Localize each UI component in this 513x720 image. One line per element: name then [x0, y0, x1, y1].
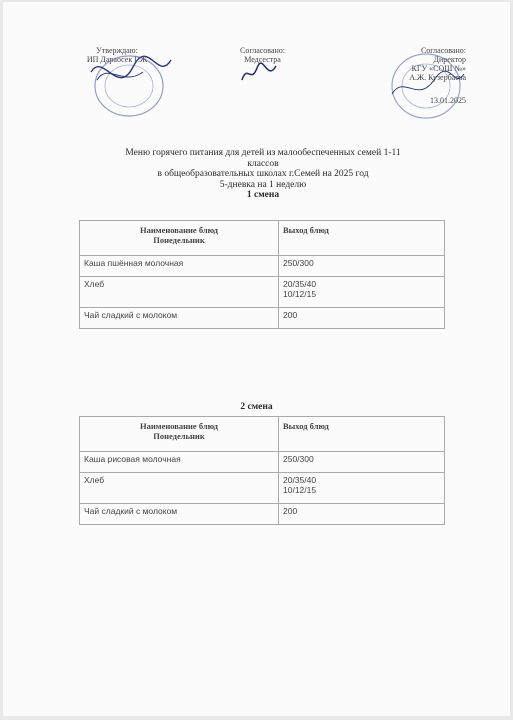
header-dish-day: Понедельник: [153, 431, 205, 441]
approval-middle-line2: Медсестра: [244, 55, 281, 64]
approval-date: 13.01.2025: [430, 96, 466, 105]
approval-middle-line1: Согласовано:: [239, 46, 286, 55]
dish-name: Каша пшённая молочная: [80, 256, 279, 277]
approval-left-line1: Утверждаю:: [96, 46, 138, 55]
table-header: [80, 221, 445, 256]
dish-output: 200: [279, 504, 445, 525]
dish-name: Хлеб: [80, 473, 279, 504]
menu-title: [73, 148, 453, 201]
dish-output: 250/300: [279, 256, 445, 277]
table-row: [80, 256, 445, 277]
approval-right-line2: Директор: [433, 55, 466, 64]
table-header: [80, 417, 445, 452]
table-row: [80, 277, 445, 308]
header-output: Выход блюд: [279, 417, 445, 452]
header-dish: [80, 221, 279, 256]
dish-output: [279, 473, 445, 504]
stamp-left: [83, 42, 178, 122]
dish-name: Хлеб: [80, 277, 279, 308]
menu-table-shift2: [79, 416, 445, 525]
title-line1: Меню горячего питания для детей из малообеспеченных семей 1-11: [125, 148, 401, 158]
stamp-right: [378, 44, 473, 124]
dish-output-line2: 10/12/15: [283, 485, 317, 495]
header-dish-day: Понедельник: [153, 235, 205, 245]
approval-right-line4: А.Ж. Кузербаева: [409, 73, 466, 82]
table-row: [80, 308, 445, 329]
dish-output-line2: 10/12/15: [283, 289, 317, 299]
approval-left-line2: ИП Дараосек Г.Ж: [86, 55, 148, 64]
shift2-label: 2 смена: [240, 402, 273, 412]
header-dish: [80, 417, 279, 452]
header-dish-line1: Наименование блюд: [140, 225, 218, 235]
table-row: [80, 504, 445, 525]
approval-right-line3: КГУ «СОШ №»: [411, 64, 466, 73]
table-row: [80, 473, 445, 504]
dish-name: Чай сладкий с молоком: [80, 308, 279, 329]
title-line2: классов: [247, 158, 279, 169]
table-row: [80, 452, 445, 473]
dish-name: Каша рисовая молочная: [80, 452, 279, 473]
approval-right-line1: Согласовано:: [420, 46, 466, 55]
title-line3: в общеобразовательных школах г.Семей на 2025 год: [157, 169, 369, 179]
header-output: Выход блюд: [279, 221, 445, 256]
signature-middle: [239, 60, 279, 88]
dish-output: [279, 277, 445, 308]
document-page: [3, 2, 510, 716]
header-dish-line1: Наименование блюд: [140, 421, 218, 431]
shift1-label: 1 смена: [246, 190, 280, 200]
dish-output-line1: 20/35/40: [283, 475, 317, 485]
dish-name: Чай сладкий с молоком: [80, 504, 279, 525]
title-line4: 5-дневка на 1 неделю: [219, 179, 307, 190]
menu-table-shift1: [79, 220, 445, 329]
dish-output-line1: 20/35/40: [283, 279, 317, 289]
dish-output: 200: [279, 308, 445, 329]
dish-output: 250/300: [279, 452, 445, 473]
